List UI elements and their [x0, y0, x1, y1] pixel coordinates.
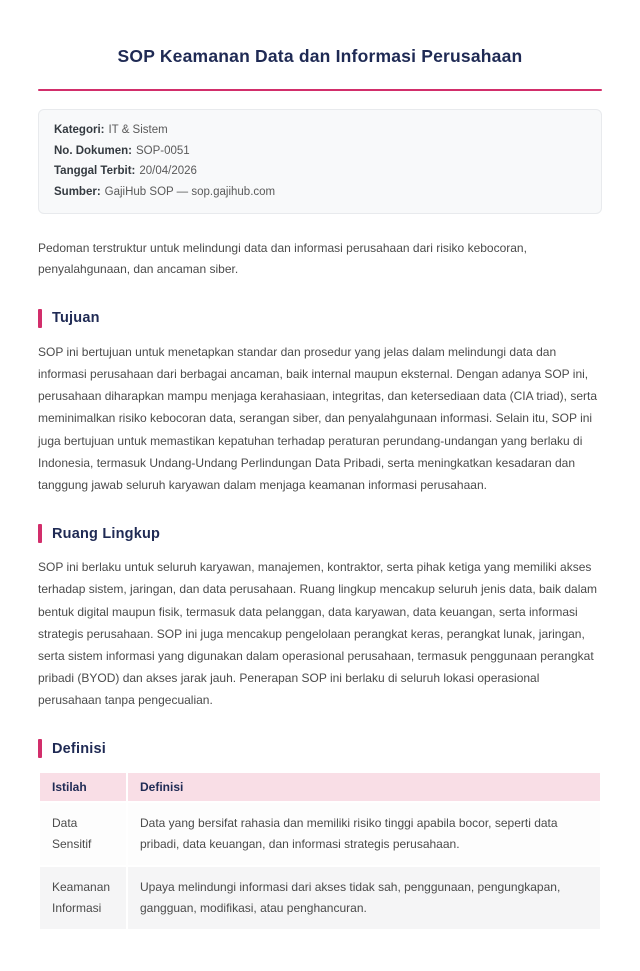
section-body-tujuan: SOP ini bertujuan untuk menetapkan standar dan prosedur yang jelas dalam melindungi data dan informasi perusahaan dari berbagai ancaman, baik internal maupun eksternal. Dengan adanya SOP ini, perusahaan diharapkan mampu menjaga kerahasiaan, integritas, dan ketersediaan data (CIA triad), serta meminimalkan risiko kebocoran data, serangan siber, dan penyalahgunaan informasi. Selain itu, SOP ini juga bertujuan untuk memastikan kepatuhan terhadap peraturan perundang-undangan yang berlaku di Indonesia, termasuk Undang-Undang Perlindungan Data Pribadi, serta meningkatkan kesadaran dan tanggung jawab seluruh karyawan dalam menjaga keamanan informasi perusahaan. — [38, 344, 598, 492]
section-definisi — [38, 739, 602, 931]
heading-accent-bar — [38, 524, 42, 543]
document-meta-box — [38, 109, 602, 214]
section-heading-ruang-lingkup — [38, 524, 602, 543]
table-cell-definition: Data yang bersifat rahasia dan memiliki risiko tinggi apabila bocor, seperti data pribadi, data keuangan, dan informasi strategis perusahaan. — [127, 802, 601, 866]
definitions-table-head — [39, 772, 601, 802]
section-ruang-lingkup — [38, 524, 602, 711]
table-row — [39, 866, 601, 930]
meta-value-tanggal-terbit: 20/04/2026 — [139, 165, 197, 178]
table-header-row — [39, 772, 601, 802]
table-header-definisi: Definisi — [127, 772, 601, 802]
section-heading-ruang-lingkup-label: Ruang Lingkup — [52, 525, 161, 542]
section-heading-definisi — [38, 739, 602, 758]
meta-value-sumber: GajiHub SOP — sop.gajihub.com — [104, 185, 276, 198]
section-heading-tujuan-label: Tujuan — [52, 310, 100, 327]
section-heading-definisi-label: Definisi — [52, 740, 106, 757]
meta-label-sumber: Sumber: — [54, 185, 101, 198]
definitions-table — [38, 771, 602, 931]
page-title: SOP Keamanan Data dan Informasi Perusahaan — [117, 46, 523, 66]
meta-label-kategori: Kategori: — [54, 123, 105, 136]
heading-accent-bar — [38, 739, 42, 758]
meta-row-sumber — [54, 182, 586, 203]
table-cell-definition: Upaya melindungi informasi dari akses tidak sah, penggunaan, pengungkapan, gangguan, modifikasi, atau penghancuran. — [127, 866, 601, 930]
section-body-ruang-lingkup: SOP ini berlaku untuk seluruh karyawan, manajemen, kontraktor, serta pihak ketiga yang memiliki akses terhadap sistem, jaringan, dan data perusahaan. Ruang lingkup mencakup seluruh jenis data, baik dalam bentuk digital maupun fisik, termasuk data pelanggan, data karyawan, data keuangan, serta informasi strategis perusahaan. SOP ini juga mencakup pengelolaan perangkat keras, perangkat lunak, jaringan, serta sistem informasi yang digunakan dalam operasional perusahaan, termasuk penggunaan perangkat pribadi (BYOD) dan akses jarak jauh. Penerapan SOP ini berlaku di seluruh lokasi operasional perusahaan tanpa pengecualian. — [38, 560, 598, 708]
section-tujuan — [38, 309, 602, 496]
definitions-table-body — [39, 802, 601, 930]
section-heading-tujuan — [38, 309, 602, 328]
title-divider — [38, 89, 602, 91]
table-row — [39, 802, 601, 866]
heading-accent-bar — [38, 309, 42, 328]
meta-label-no-dokumen: No. Dokumen: — [54, 144, 132, 157]
table-cell-term: Data Sensitif — [39, 802, 127, 866]
table-header-istilah: Istilah — [39, 772, 127, 802]
intro-paragraph: Pedoman terstruktur untuk melindungi data dan informasi perusahaan dari risiko kebocoran, penyalahgunaan, dan ancaman siber. — [38, 240, 527, 277]
meta-value-no-dokumen: SOP-0051 — [135, 144, 190, 157]
meta-row-tanggal-terbit — [54, 161, 586, 182]
meta-value-kategori: IT & Sistem — [108, 123, 168, 136]
meta-label-tanggal-terbit: Tanggal Terbit: — [54, 165, 136, 178]
meta-row-no-dokumen — [54, 141, 586, 162]
table-cell-term: Keamanan Informasi — [39, 866, 127, 930]
meta-row-kategori — [54, 120, 586, 141]
